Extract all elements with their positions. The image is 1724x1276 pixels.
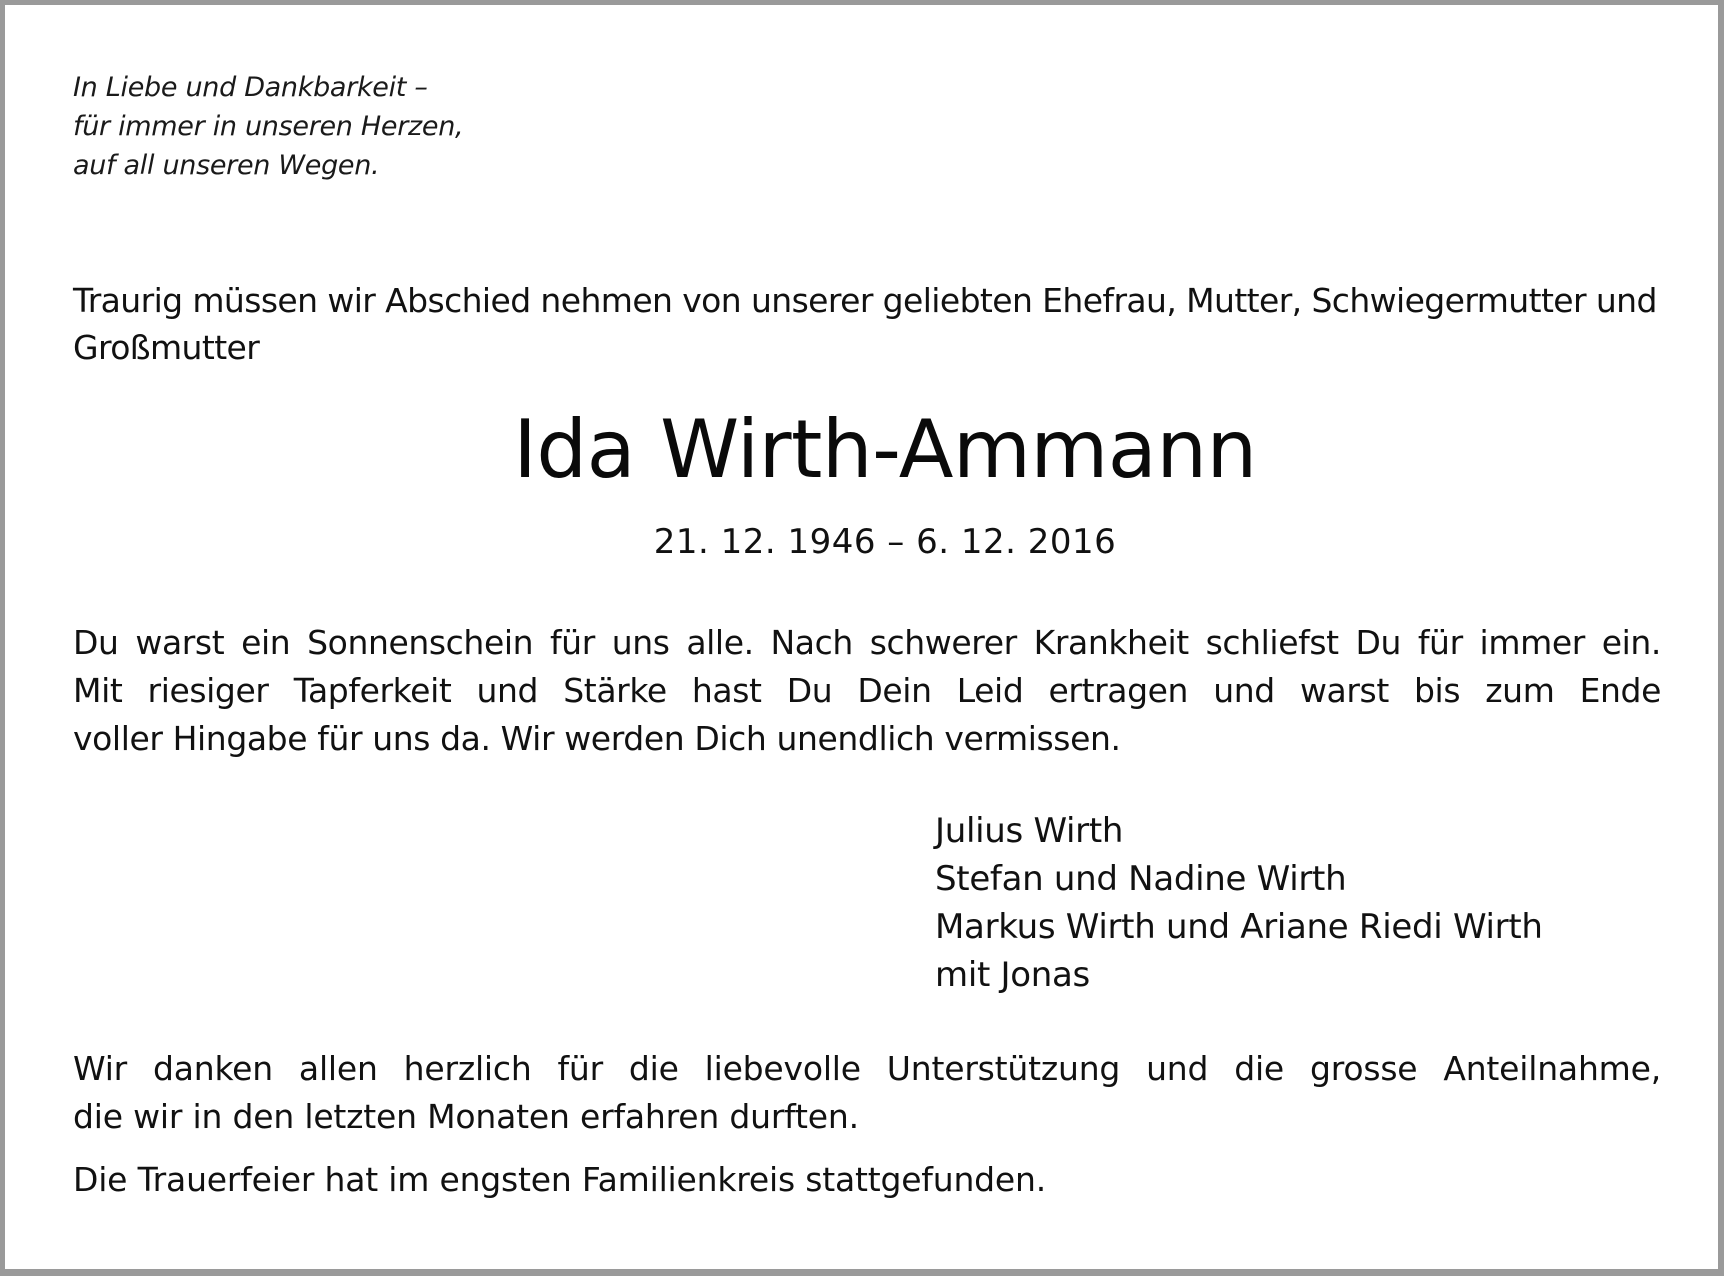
tribute-line: voller Hingabe für uns da. Wir werden Dich unendlich vermissen. [73, 719, 1121, 758]
thanks-line: die wir in den letzten Monaten erfahren durften. [73, 1097, 859, 1136]
ceremony-note: Die Trauerfeier hat im engsten Familienkreis stattgefunden. [73, 1160, 1047, 1199]
signer: Julius Wirth [935, 811, 1124, 851]
signers-list [935, 807, 1543, 999]
motto-line: für immer in unseren Herzen, [73, 111, 464, 142]
tribute-line: Du warst ein Sonnenschein für uns alle. Nach schwerer Krankheit schliefst Du für immer ein. [73, 623, 1661, 662]
signer: mit Jonas [935, 955, 1090, 995]
motto-line: auf all unseren Wegen. [73, 150, 380, 181]
signer: Markus Wirth und Ariane Riedi Wirth [935, 907, 1543, 947]
thanks-line: Wir danken allen herzlich für die liebevolle Unterstützung und die grosse Anteilnahme, [73, 1049, 1661, 1088]
deceased-name: Ida Wirth-Ammann [513, 403, 1257, 496]
motto [73, 68, 463, 185]
life-dates: 21. 12. 1946 – 6. 12. 2016 [653, 522, 1117, 562]
motto-line: In Liebe und Dankbarkeit – [73, 72, 428, 103]
tribute-line: Mit riesiger Tapferkeit und Stärke hast Du Dein Leid ertragen und warst bis zum Ende [73, 671, 1661, 710]
intro-text: Traurig müssen wir Abschied nehmen von unserer geliebten Ehefrau, Mutter, Schwiegermutter und Großmutter [73, 281, 1657, 367]
thanks-text [73, 1045, 1661, 1141]
signer: Stefan und Nadine Wirth [935, 859, 1347, 899]
tribute-text [73, 619, 1661, 763]
